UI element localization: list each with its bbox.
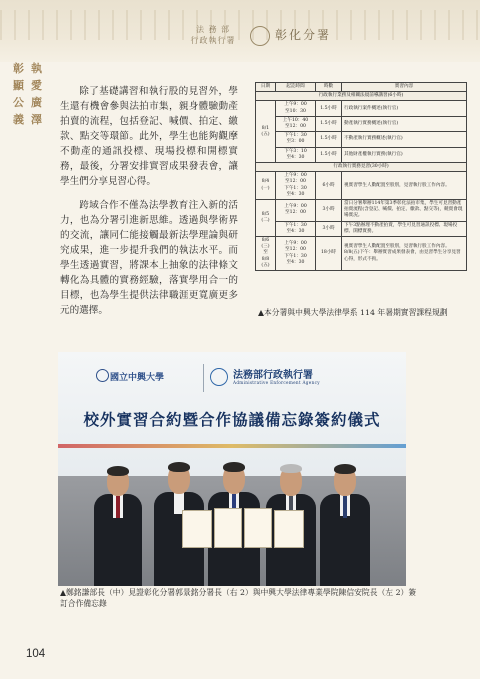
header-band [0, 0, 480, 62]
side-slogan-char: 彰 [13, 62, 24, 75]
hours-cell: 1.5小時 [316, 101, 342, 116]
content-cell: 視實習學生人數配置至股別，見習執行股工作內容。 [342, 172, 467, 200]
signed-agreement-document [244, 508, 272, 548]
section-row [256, 92, 467, 101]
time-text: 上午10：40 至12：00 [282, 117, 309, 130]
date-cell [256, 200, 276, 237]
signing-ceremony-photo [58, 352, 406, 586]
col-header-date: 日期 [256, 83, 276, 92]
side-slogan-char: 義 [13, 113, 24, 126]
time-cell [276, 147, 316, 162]
banner-university-name: 國立中興大學 [110, 373, 165, 383]
person-right-1 [316, 458, 374, 586]
banner-agency-name-en: Administrative Enforcement Agency [233, 380, 320, 385]
header-branch-name: 彰化分署 [275, 28, 332, 42]
content-cell: 不動產執行實務概述(執行官) [342, 132, 467, 147]
time-text: 下午1：30 至3：00 [284, 133, 307, 145]
table-row [256, 147, 467, 162]
date-cell [256, 172, 276, 200]
content-cell: 動產執行實務概述(執行官) [342, 116, 467, 131]
table-row [256, 221, 467, 236]
date-text: 8/5 (二) [261, 211, 270, 224]
banner-divider [203, 364, 204, 392]
time-cell [276, 200, 316, 222]
schedule-table-wrap [255, 82, 467, 271]
paragraph-1: 除了基礎講習和執行股的見習外，學生還有機會參與法拍市集，親身體驗動產拍賣的流程，包括登記、喊價、拍定、繳款、點交等環節。此外，學生也能夠觀摩不動產的通訊投標、現場投標和開標實務，最後，分署安排實習成果發表會，讓學生們分享見習心得。 [60, 86, 238, 187]
content-cell: 下午3點辦理不動產拍賣，學生可見習通訊投標、現場投標、開標實務。 [342, 221, 467, 236]
side-slogan-char: 愛 [31, 79, 42, 92]
date-text: 8/6 (三) 至 8/8 (五) [261, 238, 270, 268]
banner-agency-name: 法務部行政執行署 [233, 370, 313, 381]
body-text [60, 84, 238, 327]
hours-cell: 18小時 [316, 237, 342, 271]
hours-cell: 1.5小時 [316, 132, 342, 147]
signed-agreement-document [182, 510, 212, 548]
section-title-1: 行政執行業務及相關法規前導講習(6小時) [256, 92, 467, 101]
table-row [256, 200, 467, 222]
person-left-1 [90, 460, 146, 586]
page-number: 104 [26, 648, 46, 660]
time-text: 下午1：30 至4：30 [284, 222, 307, 234]
header-agency-name [178, 24, 248, 46]
time-text: 下午3：10 至4：30 [284, 148, 307, 160]
agency-seal-icon [210, 368, 228, 386]
time-cell [276, 132, 316, 147]
table-row [256, 172, 467, 200]
side-slogan-char: 公 [13, 96, 24, 109]
table-caption: ▲本分署與中興大學法律學系 114 年暑期實習課程規劃 [258, 308, 448, 317]
banner-accent-stripe [58, 444, 406, 448]
agency-emblem-icon [250, 26, 270, 46]
side-slogan-col1 [12, 62, 25, 130]
side-slogan-char: 執 [31, 62, 42, 75]
paragraph-2: 跨域合作不僅為法學教育注入新的活力，也為分署引進新思維。透過與學術界的交流，讓同仁能接觸最新法學理論與研究成果，進一步提升我們的執法水平。而學生透過實習，將課本上抽象的法律條文轉化為具體的實務經驗，落實學用合一的目標，也為學生提供法律職涯更寬廣更多元的選擇。 [60, 200, 238, 316]
hours-cell: 3小時 [316, 200, 342, 222]
schedule-table [255, 82, 467, 271]
signed-agreement-document [274, 510, 304, 548]
col-header-time: 起訖時間 [276, 83, 316, 92]
table-row [256, 237, 467, 271]
university-seal-icon [96, 369, 109, 382]
time-cell [276, 101, 316, 116]
table-row [256, 116, 467, 131]
header-line1: 法 務 部 [195, 25, 231, 34]
content-cell: 行政執行案件概述(執行官) [342, 101, 467, 116]
section-title-2: 行政執行實務見習(30小時) [256, 163, 467, 172]
content-cell: 其他財產權執行實務(執行官) [342, 147, 467, 162]
time-text: 上午9：00 至12：00 下午1：30 至4：30 [284, 173, 307, 197]
hours-cell: 6小時 [316, 172, 342, 200]
col-header-content: 實習內容 [342, 83, 467, 92]
time-text: 上午9：00 至12：00 [284, 204, 307, 216]
time-cell [276, 172, 316, 200]
content-cell: 視實習學生人數配置至股別，見習執行股工作內容。8/8(五)下午：舉辦實習成果發表會，由見習學生分享見習心得，形式不拘。 [342, 237, 467, 271]
banner-ceremony-title: 校外實習合約暨合作協議備忘錄簽約儀式 [83, 410, 381, 429]
hours-cell: 1.5小時 [316, 147, 342, 162]
time-text: 上午9：00 至12：00 下午1：30 至4：30 [284, 241, 307, 265]
table-row [256, 101, 467, 116]
date-cell [256, 101, 276, 163]
header-line2: 行政執行署 [190, 36, 236, 45]
side-slogan-col2 [30, 62, 43, 130]
time-text: 上午9：00 至10：30 [284, 102, 307, 114]
side-slogan-char: 廣 [31, 96, 42, 109]
table-row [256, 132, 467, 147]
date-cell [256, 237, 276, 271]
table-header-row [256, 83, 467, 92]
time-cell [276, 221, 316, 236]
side-slogan-char: 顯 [13, 79, 24, 92]
hours-cell: 1.5小時 [316, 116, 342, 131]
section-row [256, 163, 467, 172]
signed-agreement-document [214, 508, 242, 548]
time-cell [276, 116, 316, 131]
date-text: 8/1 (五) [261, 125, 270, 137]
time-cell [276, 237, 316, 271]
col-header-hours: 時數 [316, 83, 342, 92]
photo-caption: ▲鄭銘謙部長（中）見證彰化分署郭景銘分署長（右 2）與中興大學法律專業學院陳信安院長（左 2）簽訂合作備忘錄 [60, 588, 417, 608]
hours-cell: 3小時 [316, 221, 342, 236]
date-text: 8/4 (一) [261, 179, 270, 191]
side-slogan-char: 澤 [31, 113, 42, 126]
content-cell: 當日分署舉辦114年第3季彰化法拍市集，學生可見習動產拍賣流程(含登記、喊價、拍定、繳款、點交等)，競賣會現場實況。 [342, 200, 467, 222]
